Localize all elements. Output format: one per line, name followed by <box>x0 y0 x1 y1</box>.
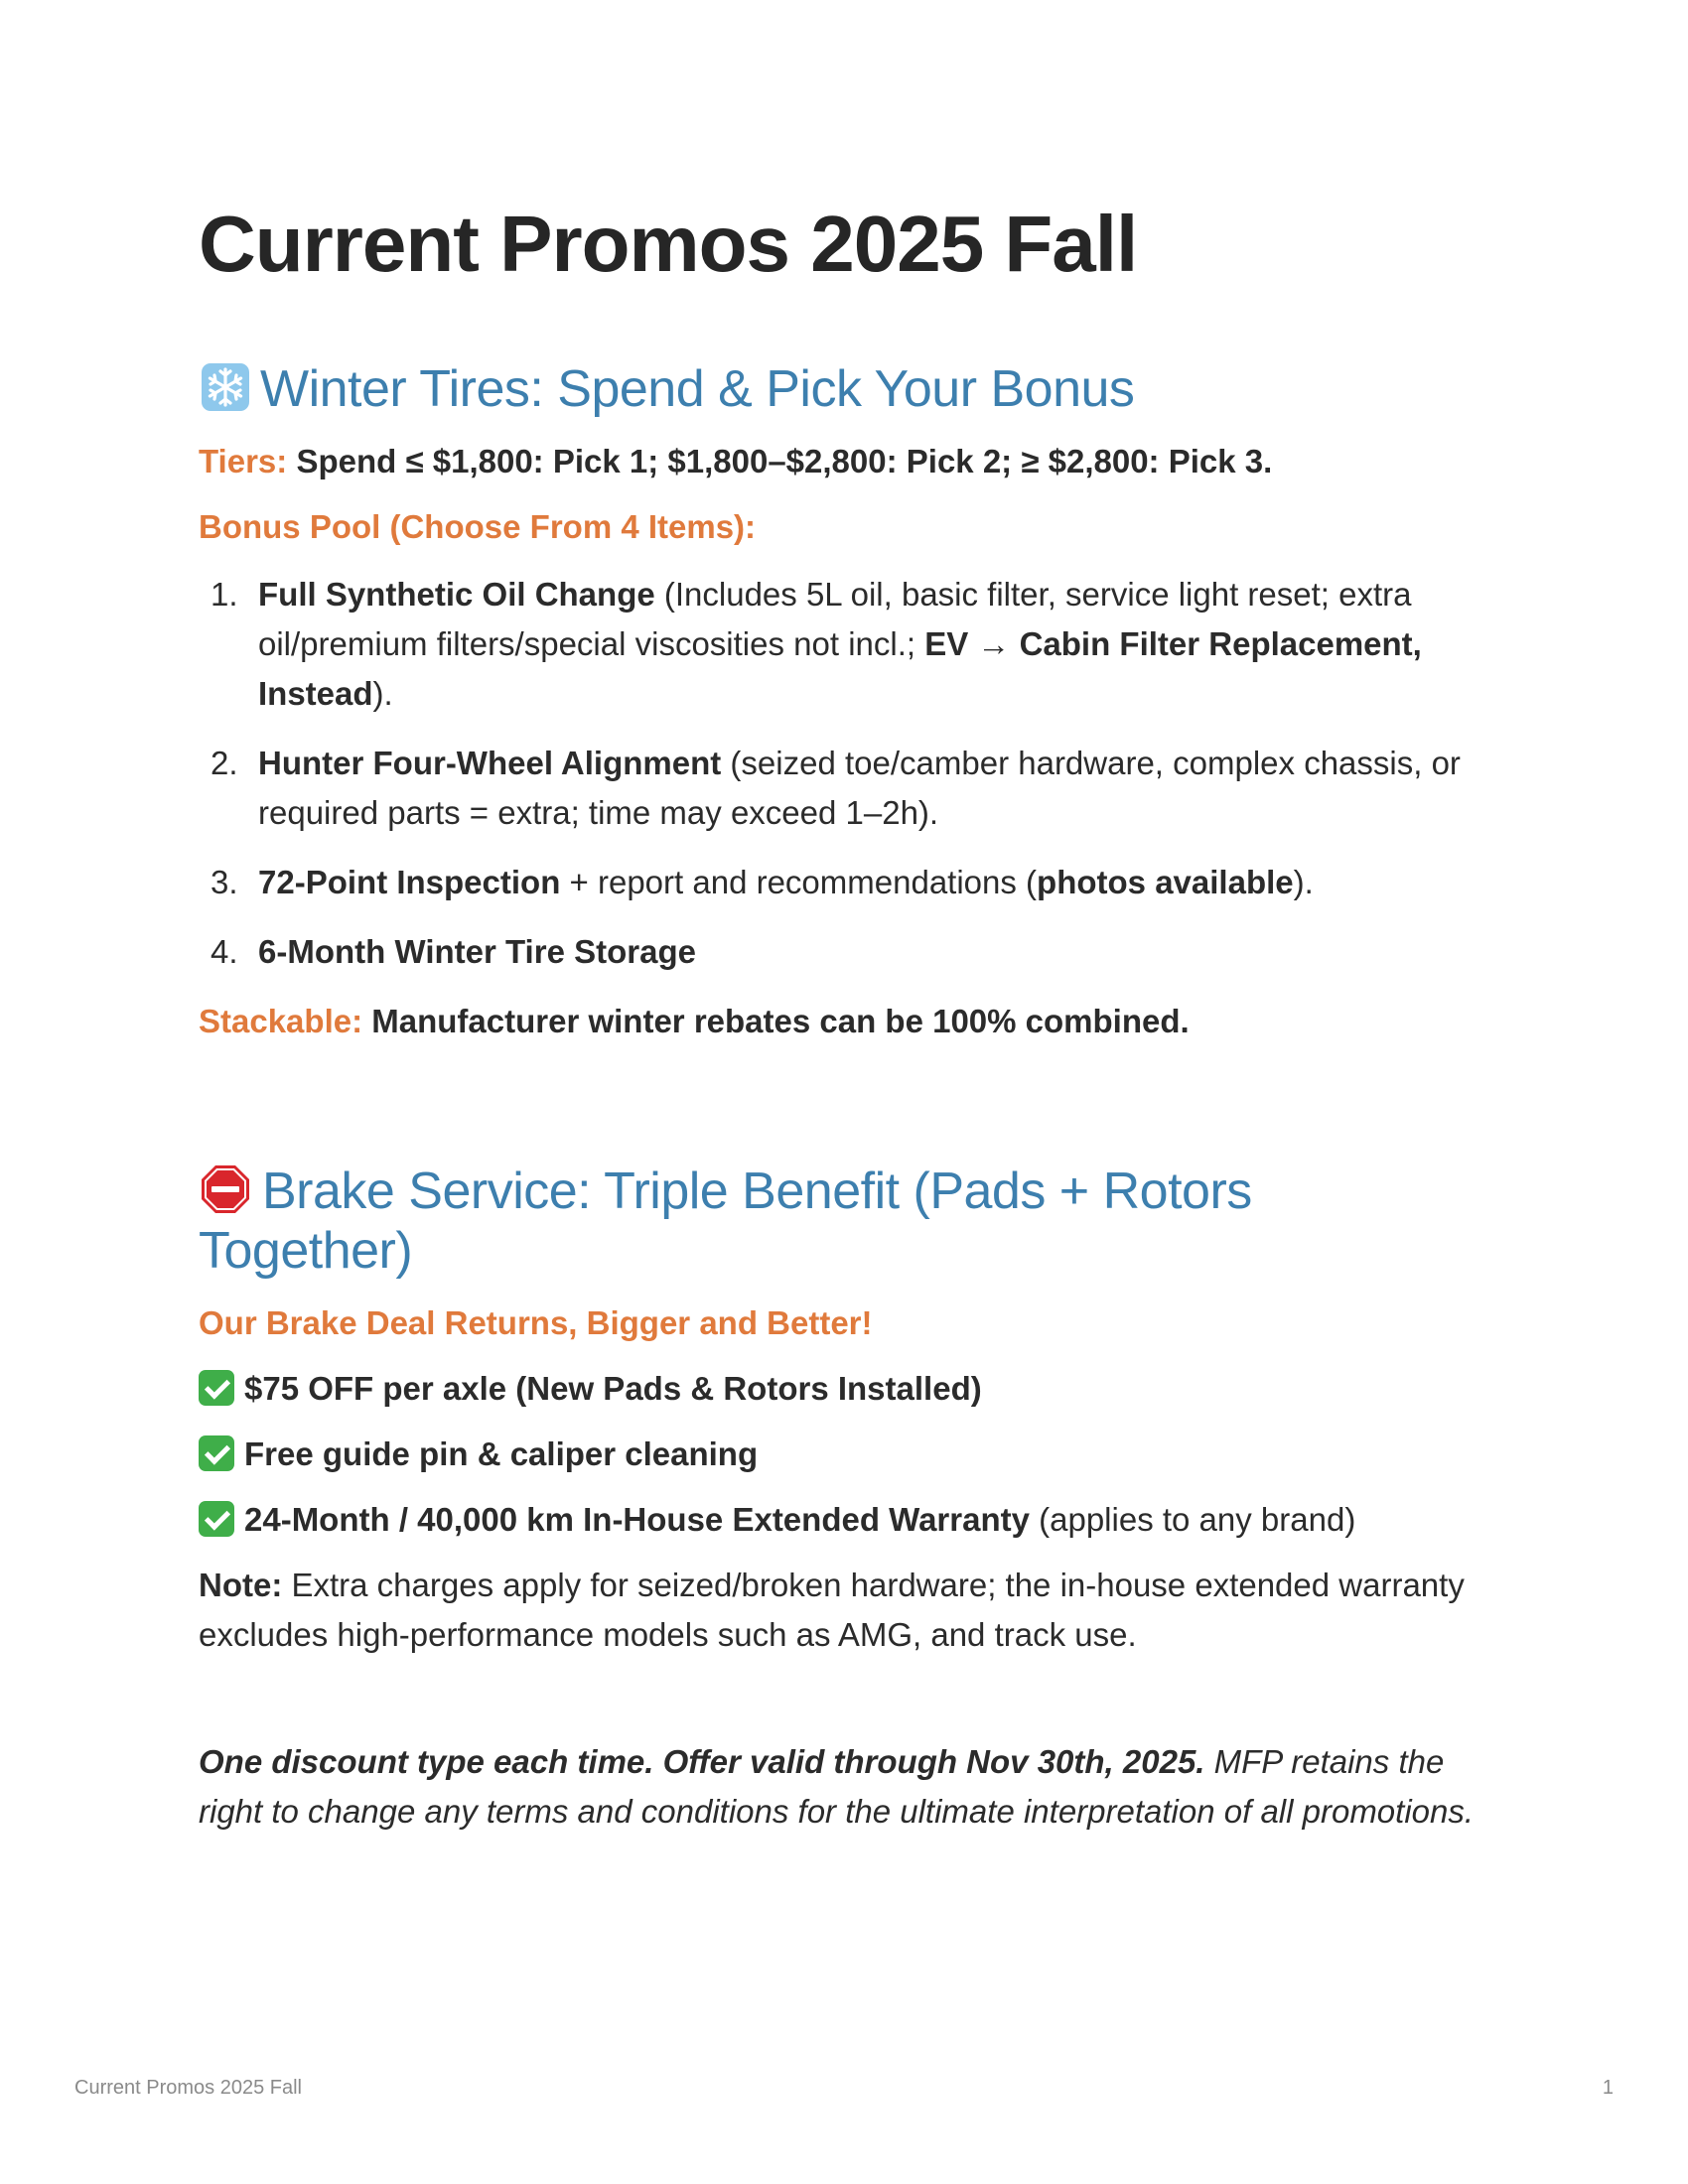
terms-text: MFP retains the right to change any terms and conditions for the ultimate interpretation of all promotions. <box>199 1743 1475 1830</box>
winter-heading <box>199 359 1489 419</box>
tiers-label: Tiers: <box>199 443 288 479</box>
brake-heading-line2: Together) <box>199 1222 413 1280</box>
page-number: 1 <box>1602 2077 1614 2099</box>
note-text: Extra charges apply for seized/broken hardware; the in-house extended warranty excludes high-performance models such as AMG, and track use. <box>199 1567 1465 1653</box>
tiers-line <box>199 437 1489 486</box>
stackable-text: Manufacturer winter rebates can be 100% combined. <box>371 1003 1190 1039</box>
bonus-list <box>199 570 1489 977</box>
list-item: 3. 72-Point Inspection + report and recommendations (photos available). <box>211 864 1314 900</box>
note-paragraph <box>199 1561 1489 1660</box>
footer-title: Current Promos 2025 Fall <box>74 2077 302 2099</box>
check-mark-icon <box>199 1501 234 1537</box>
page-title: Current Promos 2025 Fall <box>199 200 1138 288</box>
tiers-text: Spend ≤ $1,800: Pick 1; $1,800–$2,800: Pick 2; ≥ $2,800: Pick 3. <box>296 443 1273 479</box>
bonus-pool-label: Bonus Pool (Choose From 4 Items): <box>199 508 757 545</box>
check-mark-icon <box>199 1435 234 1471</box>
snowflake-icon <box>199 360 252 414</box>
list-item: $75 OFF per axle (New Pads & Rotors Installed) <box>199 1364 1489 1414</box>
winter-heading-text: Winter Tires: Spend & Pick Your Bonus <box>260 360 1135 418</box>
terms-bold: One discount type each time. Offer valid through Nov 30th, 2025. <box>199 1743 1205 1780</box>
brake-heading <box>199 1161 1489 1281</box>
brake-subheading: Our Brake Deal Returns, Bigger and Better! <box>199 1304 873 1341</box>
brake-service-section <box>199 1161 1489 1660</box>
winter-tires-section <box>199 359 1489 1046</box>
list-item: Free guide pin & caliper cleaning <box>199 1430 1489 1479</box>
terms-paragraph <box>199 1737 1489 1837</box>
note-label: Note: <box>199 1567 283 1603</box>
list-item: 2. Hunter Four-Wheel Alignment (seized toe/camber hardware, complex chassis, or required parts = extra; time may exceed 1–2h). <box>211 745 1461 831</box>
list-item: 1. Full Synthetic Oil Change (Includes 5L oil, basic filter, service light reset; extra oil/premium filters/special viscosities not incl.; EV → Cabin Filter Replacement, Instead). <box>211 576 1422 712</box>
brake-heading-line1: Brake Service: Triple Benefit (Pads + Rotors <box>262 1162 1252 1220</box>
list-item: 4. 6-Month Winter Tire Storage <box>211 933 696 970</box>
check-mark-icon <box>199 1370 234 1406</box>
stackable-label: Stackable: <box>199 1003 363 1039</box>
list-item: 24-Month / 40,000 km In-House Extended Warranty (applies to any brand) <box>199 1495 1489 1545</box>
stop-sign-icon <box>199 1162 252 1216</box>
stackable-line <box>199 997 1489 1046</box>
